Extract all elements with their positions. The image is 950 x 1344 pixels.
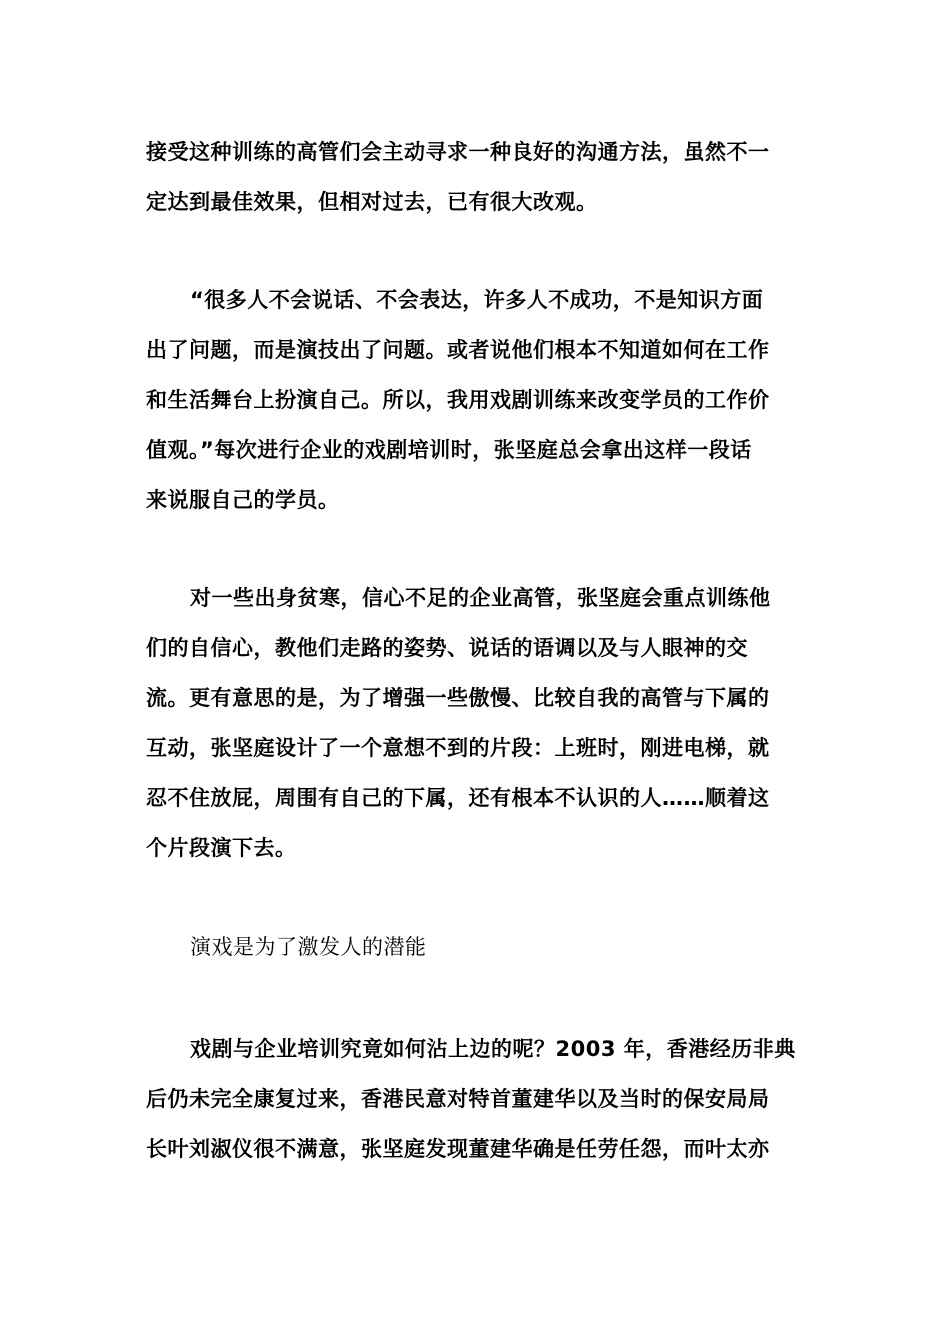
paragraph-line: 后仍未完全康复过来，香港民意对特首董建华以及当时的保安局局 bbox=[146, 1087, 770, 1111]
paragraph-line: 忍不住放屁，周围有自己的下属，还有根本不认识的人……顺着这 bbox=[146, 786, 770, 810]
paragraph-5 bbox=[146, 1024, 806, 1174]
paragraph-line: 戏剧与企业培训究竟如何沾上边的呢？2003 年，香港经历非典 bbox=[190, 1037, 796, 1061]
paragraph-line: 出了问题，而是演技出了问题。或者说他们根本不知道如何在工作 bbox=[146, 338, 770, 362]
paragraph-line: 来说服自己的学员。 bbox=[146, 488, 340, 512]
paragraph-3 bbox=[146, 573, 806, 873]
paragraph-line: 长叶刘淑仪很不满意，张坚庭发现董建华确是任劳任怨，而叶太亦 bbox=[146, 1137, 770, 1161]
paragraph-line: 和生活舞台上扮演自己。所以，我用戏剧训练来改变学员的工作价 bbox=[146, 388, 770, 412]
paragraph-line: 们的自信心，教他们走路的姿势、说话的语调以及与人眼神的交 bbox=[146, 636, 748, 660]
paragraph-line: 接受这种训练的高管们会主动寻求一种良好的沟通方法，虽然不一 bbox=[146, 140, 770, 164]
paragraph-line: 互动，张坚庭设计了一个意想不到的片段：上班时，刚进电梯，就 bbox=[146, 736, 770, 760]
section-heading bbox=[146, 922, 806, 972]
paragraph-line: 值观。”每次进行企业的戏剧培训时，张坚庭总会拿出这样一段话 bbox=[146, 438, 752, 462]
paragraph-2 bbox=[146, 275, 806, 525]
paragraph-line: 定达到最佳效果，但相对过去，已有很大改观。 bbox=[146, 190, 598, 214]
paragraph-line: 个片段演下去。 bbox=[146, 836, 297, 860]
paragraph-line: 流。更有意思的是，为了增强一些傲慢、比较自我的高管与下属的 bbox=[146, 686, 770, 710]
paragraph-line: “很多人不会说话、不会表达，许多人不成功，不是知识方面 bbox=[190, 288, 764, 312]
paragraph-line: 对一些出身贫寒，信心不足的企业高管，张坚庭会重点训练他 bbox=[190, 586, 771, 610]
paragraph-1 bbox=[146, 127, 806, 227]
section-heading-text: 演戏是为了激发人的潜能 bbox=[190, 935, 427, 959]
